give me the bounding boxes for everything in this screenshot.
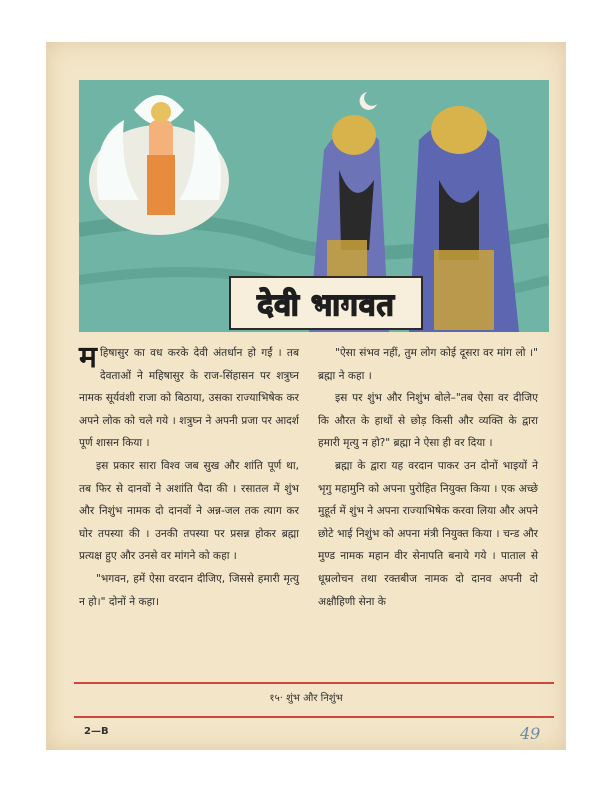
paragraph-6: ब्रह्मा के द्वारा यह वरदान पाकर उन दोनों भाइयों ने भृगु महामुनि को अपना पुरोहित नियुक्त किया । एक अच्छे मुहूर्त में शुंभ ने अपना राज्याभिषेक करवा लिया और अपने छोटे भाई निशुंभ को अपना मंत्री नियुक्त किया । चन्ड और मुण्ड नामक महान वीर सेनापति बनाये गये । पाताल से धूम्रलोचन तथा रक्तबीज नामक दो दानव अपनी दो अक्षौहिणी सेना के — [318, 459, 538, 608]
page-number: 49 — [520, 724, 541, 743]
book-page — [46, 42, 566, 750]
right-text-column — [318, 342, 538, 613]
illustration-panel — [79, 80, 549, 332]
signature-mark: 2—B — [84, 726, 109, 737]
left-text-column — [79, 342, 299, 613]
drop-cap: म — [79, 340, 97, 375]
paragraph-2: इस प्रकार सारा विश्व जब सुख और शांति पूर्ण था, तब फिर से दानवों ने अशांति पैदा की । रसातल में शुंभ और निशुंभ नामक दो दानवों ने अन्न-जल तक त्याग कर घोर तपस्या की । उनकी तपस्या पर प्रसन्न होकर ब्रह्मा प्रत्यक्ष हुए और उनसे वर मांगने को कहा । — [79, 459, 299, 563]
paragraph-5: इस पर शुंभ और निशुंभ बोले–"तब ऐसा वर दीजिए कि औरत के हाथों से छोड़ किसी और व्यक्ति के द्वारा हमारी मृत्यु न हो?" ब्रह्मा ने ऐसा ही वर दिया । — [318, 392, 538, 450]
title-banner — [229, 276, 423, 330]
footer-caption: १५· शुंभ और निशुंभ — [269, 693, 343, 704]
paragraph-3: "भगवन, हमें ऐसा वरदान दीजिए, जिससे हमारी मृत्यु न हो।" दोनों ने कहा। — [79, 572, 299, 608]
page-title: देवी भागवत — [257, 287, 395, 323]
paragraph-4: "ऐसा संभव नहीं, तुम लोग कोई दूसरा वर मांग लो ।" ब्रह्मा ने कहा । — [318, 347, 538, 382]
paragraph-1: महिषासुर का वध करके देवी अंतर्धान हो गईं । तब देवताओं ने महिषासुर के राज-सिंहासन पर शत्रुघ्न नामक सूर्यवंशी राजा को बिठाया, उसका राज्याभिषेक कर अपने लोक को चले गये । शत्रुघ्न ने अपनी प्रजा पर आदर्श पूर्ण शासन किया । — [79, 340, 299, 450]
footer-rule-bottom — [74, 716, 554, 718]
footer-rule-top — [74, 682, 554, 684]
